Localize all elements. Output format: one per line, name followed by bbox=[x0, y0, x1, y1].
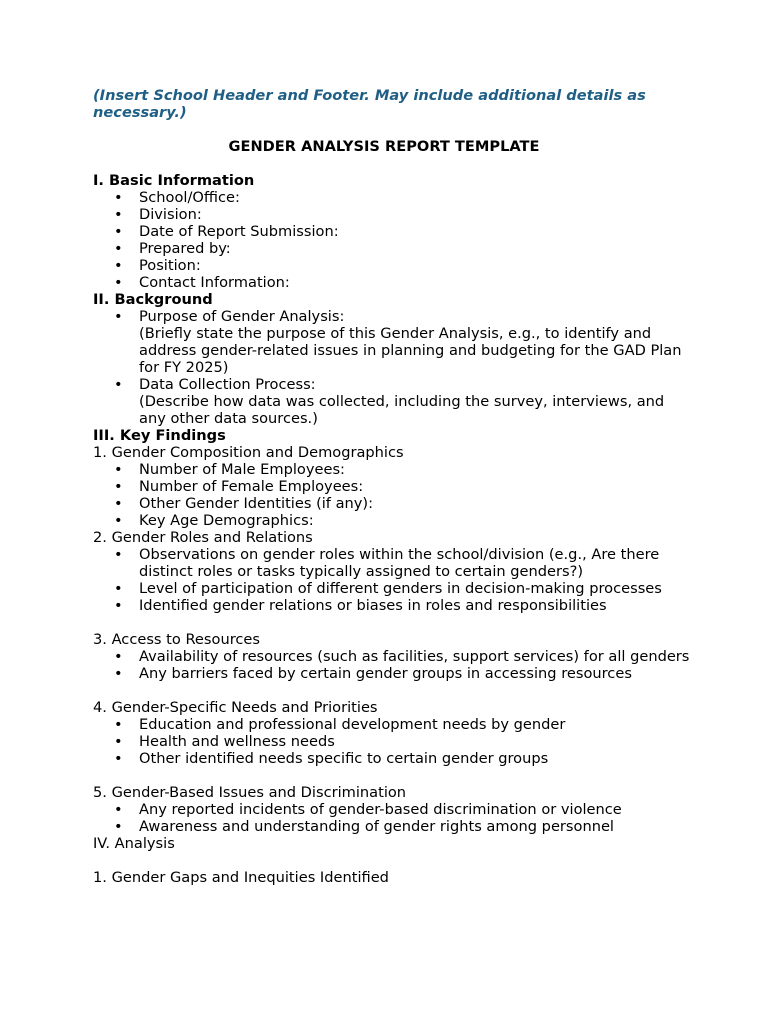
bullet-icon: • bbox=[114, 189, 123, 206]
list-item: • Any reported incidents of gender-based discrimination or violence bbox=[114, 801, 622, 818]
bullet-icon: • bbox=[114, 240, 123, 257]
bullet-icon: • bbox=[114, 206, 123, 223]
bullet-icon: • bbox=[114, 750, 123, 767]
spacer bbox=[93, 767, 693, 784]
list-item: • Level of participation of different genders in decision-making processes bbox=[114, 580, 662, 597]
bullet-icon: • bbox=[114, 308, 123, 325]
list-item: • Any barriers faced by certain gender groups in accessing resources bbox=[114, 665, 632, 682]
list-item: • Observations on gender roles within the school/division (e.g., Are there distinct roles or tasks typically assigned to certain genders?) bbox=[114, 546, 660, 580]
list-item: • Number of Male Employees: bbox=[114, 461, 345, 478]
bullet-icon: • bbox=[114, 648, 123, 665]
document-title: GENDER ANALYSIS REPORT TEMPLATE bbox=[228, 138, 540, 155]
resources-list bbox=[93, 648, 693, 682]
bullet-icon: • bbox=[114, 733, 123, 750]
list-item: • School/Office: bbox=[114, 189, 240, 206]
list-item: • Awareness and understanding of gender rights among personnel bbox=[114, 818, 614, 835]
item-description: (Describe how data was collected, including the survey, interviews, and any other data sources.) bbox=[139, 393, 665, 427]
list-item: • Position: bbox=[114, 257, 201, 274]
bullet-icon: • bbox=[114, 376, 123, 393]
bullet-icon: • bbox=[114, 665, 123, 682]
list-item: • Other identified needs specific to certain gender groups bbox=[114, 750, 549, 767]
spacer bbox=[93, 614, 693, 631]
issues-discrimination-list bbox=[93, 801, 693, 835]
instruction-note: (Insert School Header and Footer. May include additional details as necessary.) bbox=[93, 87, 646, 121]
roles-relations-list bbox=[93, 546, 693, 614]
spacer bbox=[93, 852, 693, 869]
demographics-list bbox=[93, 461, 693, 529]
subsection-title: 1. Gender Gaps and Inequities Identified bbox=[93, 869, 389, 886]
bullet-icon: • bbox=[114, 801, 123, 818]
list-item: • Identified gender relations or biases in roles and responsibilities bbox=[114, 597, 607, 614]
bullet-icon: • bbox=[114, 580, 123, 597]
bullet-icon: • bbox=[114, 478, 123, 495]
spacer bbox=[93, 682, 693, 699]
section-heading-basic-information: I. Basic Information bbox=[93, 172, 255, 189]
subsection-title: 2. Gender Roles and Relations bbox=[93, 529, 313, 546]
list-item: • Contact Information: bbox=[114, 274, 290, 291]
item-label: Data Collection Process: bbox=[139, 376, 316, 393]
list-item: • Availability of resources (such as facilities, support services) for all genders bbox=[114, 648, 690, 665]
background-list bbox=[93, 308, 693, 427]
list-item: • Division: bbox=[114, 206, 202, 223]
subsection-title: 4. Gender-Specific Needs and Priorities bbox=[93, 699, 378, 716]
section-heading-background: II. Background bbox=[93, 291, 213, 308]
list-item: • Prepared by: bbox=[114, 240, 231, 257]
list-item bbox=[93, 308, 693, 376]
list-item: • Health and wellness needs bbox=[114, 733, 335, 750]
list-item: • Education and professional development needs by gender bbox=[114, 716, 566, 733]
list-item: • Date of Report Submission: bbox=[114, 223, 339, 240]
bullet-icon: • bbox=[114, 512, 123, 529]
bullet-icon: • bbox=[114, 274, 123, 291]
bullet-icon: • bbox=[114, 461, 123, 478]
list-item: • Number of Female Employees: bbox=[114, 478, 364, 495]
item-label: Purpose of Gender Analysis: bbox=[139, 308, 345, 325]
needs-priorities-list bbox=[93, 716, 693, 767]
bullet-icon: • bbox=[114, 597, 123, 614]
subsection-title: 1. Gender Composition and Demographics bbox=[93, 444, 404, 461]
document-page bbox=[93, 87, 693, 886]
bullet-icon: • bbox=[114, 495, 123, 512]
section-heading-analysis: IV. Analysis bbox=[93, 835, 175, 852]
subsection-title: 5. Gender-Based Issues and Discrimination bbox=[93, 784, 407, 801]
section-heading-key-findings: III. Key Findings bbox=[93, 427, 226, 444]
bullet-icon: • bbox=[114, 223, 123, 240]
basic-information-list bbox=[93, 189, 693, 291]
bullet-icon: • bbox=[114, 546, 123, 563]
item-description: (Briefly state the purpose of this Gender Analysis, e.g., to identify and address gender-related issues in planning and budgeting for the GAD Plan for FY 2025) bbox=[139, 325, 682, 376]
list-item: • Key Age Demographics: bbox=[114, 512, 314, 529]
list-item: • Other Gender Identities (if any): bbox=[114, 495, 374, 512]
bullet-icon: • bbox=[114, 257, 123, 274]
list-item bbox=[93, 376, 693, 427]
subsection-title: 3. Access to Resources bbox=[93, 631, 260, 648]
bullet-icon: • bbox=[114, 818, 123, 835]
bullet-icon: • bbox=[114, 716, 123, 733]
